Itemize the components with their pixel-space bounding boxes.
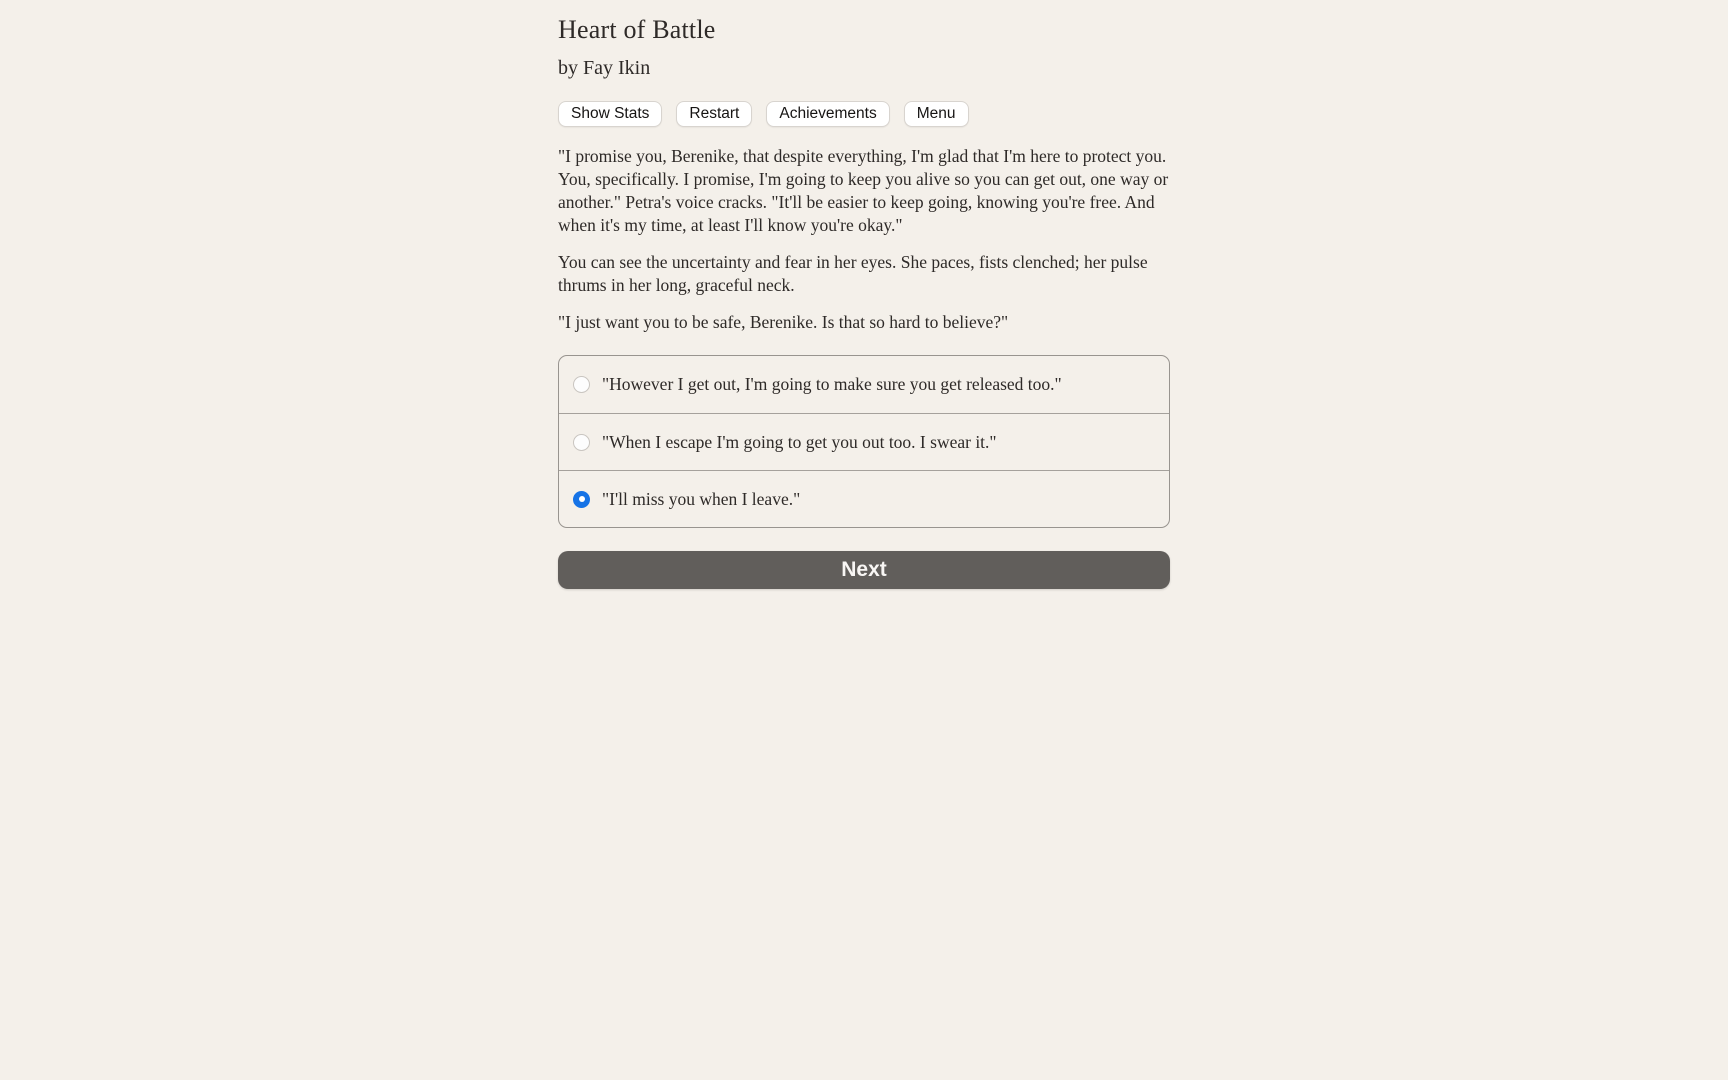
next-button[interactable]: Next xyxy=(558,551,1170,589)
choice-label: "I'll miss you when I leave." xyxy=(602,488,801,509)
choice-radio[interactable] xyxy=(573,434,590,451)
choice-label: "However I get out, I'm going to make sure you get released too." xyxy=(602,374,1062,394)
story-paragraph: You can see the uncertainty and fear in her eyes. She paces, fists clenched; her pulse thrums in her long, graceful neck. xyxy=(558,252,1148,295)
choice-row[interactable] xyxy=(559,413,1169,470)
toolbar xyxy=(558,101,1170,127)
choice-label: "When I escape I'm going to get you out too. I swear it." xyxy=(602,431,997,452)
page-title: Heart of Battle xyxy=(558,15,716,44)
show-stats-button[interactable]: Show Stats xyxy=(558,101,662,127)
achievements-button[interactable]: Achievements xyxy=(766,101,889,127)
story-page xyxy=(558,0,1170,589)
restart-button[interactable]: Restart xyxy=(676,101,752,127)
story-text xyxy=(558,145,1170,334)
choice-row[interactable] xyxy=(559,356,1169,413)
menu-button[interactable]: Menu xyxy=(904,101,969,127)
choice-radio[interactable] xyxy=(573,491,590,508)
choice-radio[interactable] xyxy=(573,376,590,393)
author-byline: by Fay Ikin xyxy=(558,57,651,79)
story-paragraph: "I promise you, Berenike, that despite everything, I'm glad that I'm here to protect you. You, specifically. I promise, I'm going to keep you alive so you can get out, one way or another." Petra's voice cracks. "It'll be easier to keep going, knowing you're free. And when it's my time, at least I'll know you're okay." xyxy=(558,146,1169,235)
choice-row[interactable] xyxy=(559,470,1169,527)
choice-group xyxy=(558,355,1170,528)
story-paragraph: "I just want you to be safe, Berenike. Is that so hard to believe?" xyxy=(558,312,1009,332)
